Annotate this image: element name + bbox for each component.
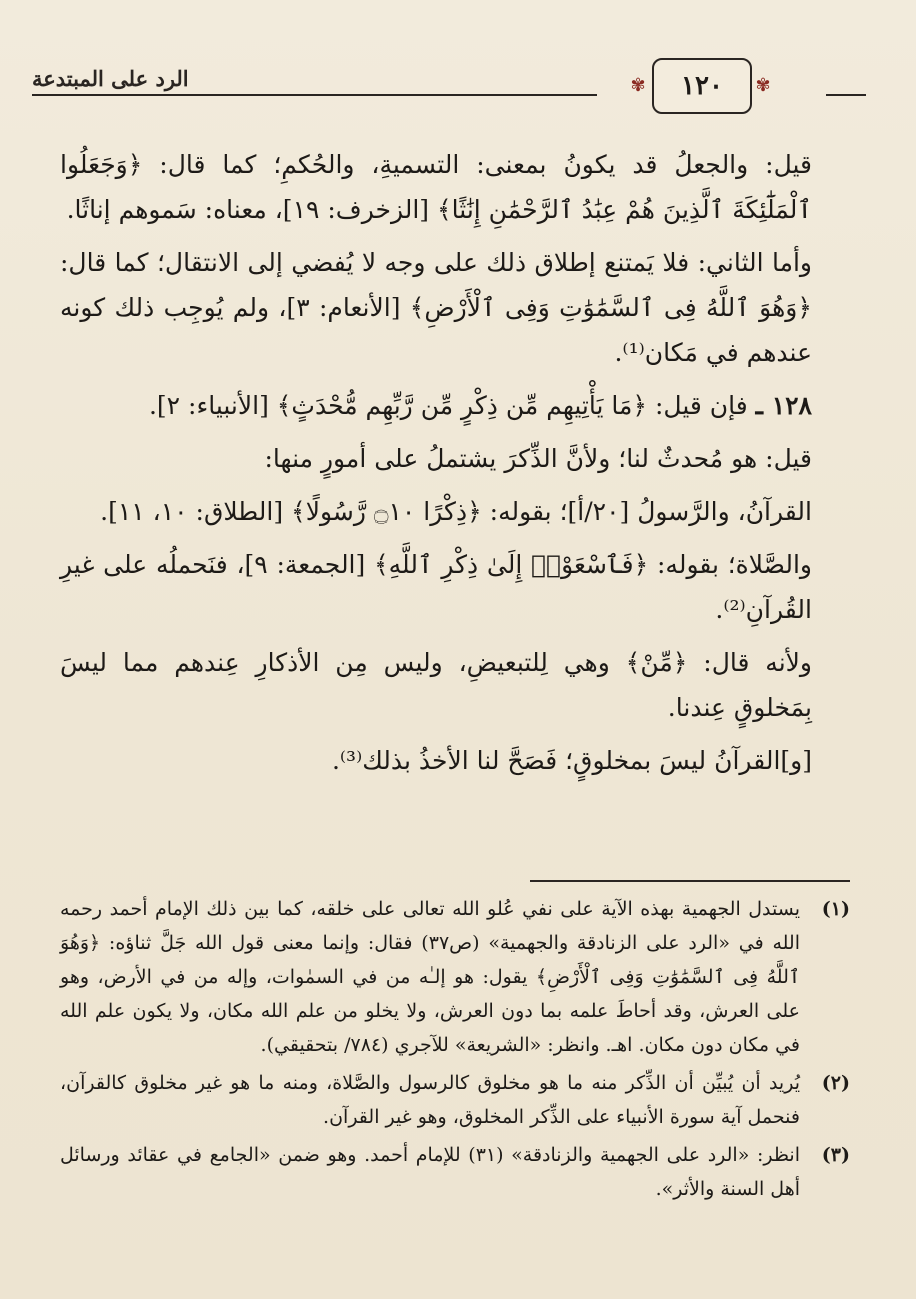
paragraph-6: والصَّلاة؛ بقوله: ﴿فَٱسْعَوْا۟ إِلَىٰ ذِكْرِ ٱللَّهِ﴾ [الجمعة: ٩]، فنَحملُه على غيرِ القُرآنِ⁽²⁾. — [60, 550, 812, 624]
page-header — [32, 58, 796, 108]
paragraph-8: [و]القرآنُ ليسَ بمخلوقٍ؛ فَصَحَّ لنا الأخذُ بذلك⁽³⁾. — [331, 746, 812, 775]
paragraph-5: القرآنُ، والرَّسولُ [٢٠/أ]؛ بقوله: ﴿ذِكْرًا ۝١٠ رَّسُولًا﴾ [الطلاق: ١٠، ١١]. — [100, 497, 812, 526]
page-number: ١٢٠ — [652, 58, 752, 114]
paragraph-7: ولأنه قال: ﴿مِّنْ﴾ وهي لِلتبعيضِ، وليس مِن الأذكارِ عِندهم مما ليسَ بِمَخلوقٍ عِندنا. — [60, 648, 812, 722]
ornament-icon: ✾ — [630, 75, 646, 96]
footnote-text: يستدل الجهمية بهذه الآية على نفي عُلو الله تعالى على خلقه، كما بين ذلك الإمام أحمد رحمه الله في «الرد على الزنادقة والجهمية» (ص٣٧) فقال: وإنما معنى قول الله جَلَّ ثناؤه: ﴿وَهُوَ ٱللَّهُ فِى ٱلسَّمَٰوَٰتِ وَفِى ٱلْأَرْضِ﴾ يقول: هو إلـٰه من في السمٰوات، وإله من في الأرض، وهو على العرش، وقد أحاطَ علمه بما دون العرش، ولا يخلو من علم الله مكان، ولا يكون علم الله في مكان دون مكان. اهـ. وانظر: «الشريعة» للآجري (٧٨٤/ بتحقيقي). — [60, 898, 800, 1056]
footnote-text: يُريد أن يُبيِّن أن الذِّكر منه ما هو مخلوق كالرسول والصَّلاة، ومنه ما هو غير مخلوق كالقرآن، فنحمل آية سورة الأنبياء على الذِّكر المخلوق، وهو غير القرآن. — [60, 1072, 800, 1128]
header-rule — [32, 94, 597, 96]
paragraph-2: وأما الثاني: فلا يَمتنع إطلاق ذلك على وجه لا يُفضي إلى الانتقال؛ كما قال: ﴿وَهُوَ ٱللَّهُ فِى ٱلسَّمَٰوَٰتِ وَفِى ٱلْأَرْضِ﴾ [الأنعام: ٣]، ولم يُوجِب ذلك كونه عندهم في مَكان⁽¹⁾. — [60, 248, 813, 367]
footnote-mark: (١) — [821, 898, 850, 920]
paragraph-3-text: فإن قيل: ﴿مَا يَأْتِيهِم مِّن ذِكْرٍ مِّن رَّبِّهِم مُّحْدَثٍ﴾ [الأنبياء: ٢]. — [148, 391, 748, 420]
footnote-1 — [60, 892, 850, 1062]
footnotes — [60, 892, 850, 1210]
footnote-2 — [60, 1066, 850, 1134]
footnote-text: انظر: «الرد على الجهمية والزنادقة» (٣١) للإمام أحمد. وهو ضمن «الجامع في عقائد ورسائل أهل السنة والأثر». — [60, 1144, 801, 1200]
paragraph-3 — [60, 383, 850, 428]
paragraph-1: قيل: والجعلُ قد يكونُ بمعنى: التسميةِ، والحُكمِ؛ كما قال: ﴿وَجَعَلُوا ٱلْمَلَٰٓئِكَةَ ٱلَّذِينَ هُمْ عِبَٰدُ ٱلرَّحْمَٰنِ إِنَٰثًا﴾ [الزخرف: ١٩]، معناه: سَموهم إناثًا. — [60, 150, 812, 224]
issue-number: ١٢٨ ـ — [755, 391, 812, 420]
header-rule-right — [826, 94, 866, 96]
footnote-3 — [60, 1138, 850, 1206]
main-text — [60, 142, 850, 791]
footnote-mark: (٣) — [821, 1144, 850, 1166]
paragraph-4: قيل: هو مُحدثٌ لنا؛ ولأنَّ الذِّكرَ يشتملُ على أمورٍ منها: — [264, 444, 812, 473]
footnote-mark: (٢) — [821, 1072, 850, 1094]
ornament-icon: ✾ — [755, 75, 771, 96]
running-title: الرد على المبتدعة — [32, 66, 189, 91]
footnote-separator — [530, 880, 850, 882]
